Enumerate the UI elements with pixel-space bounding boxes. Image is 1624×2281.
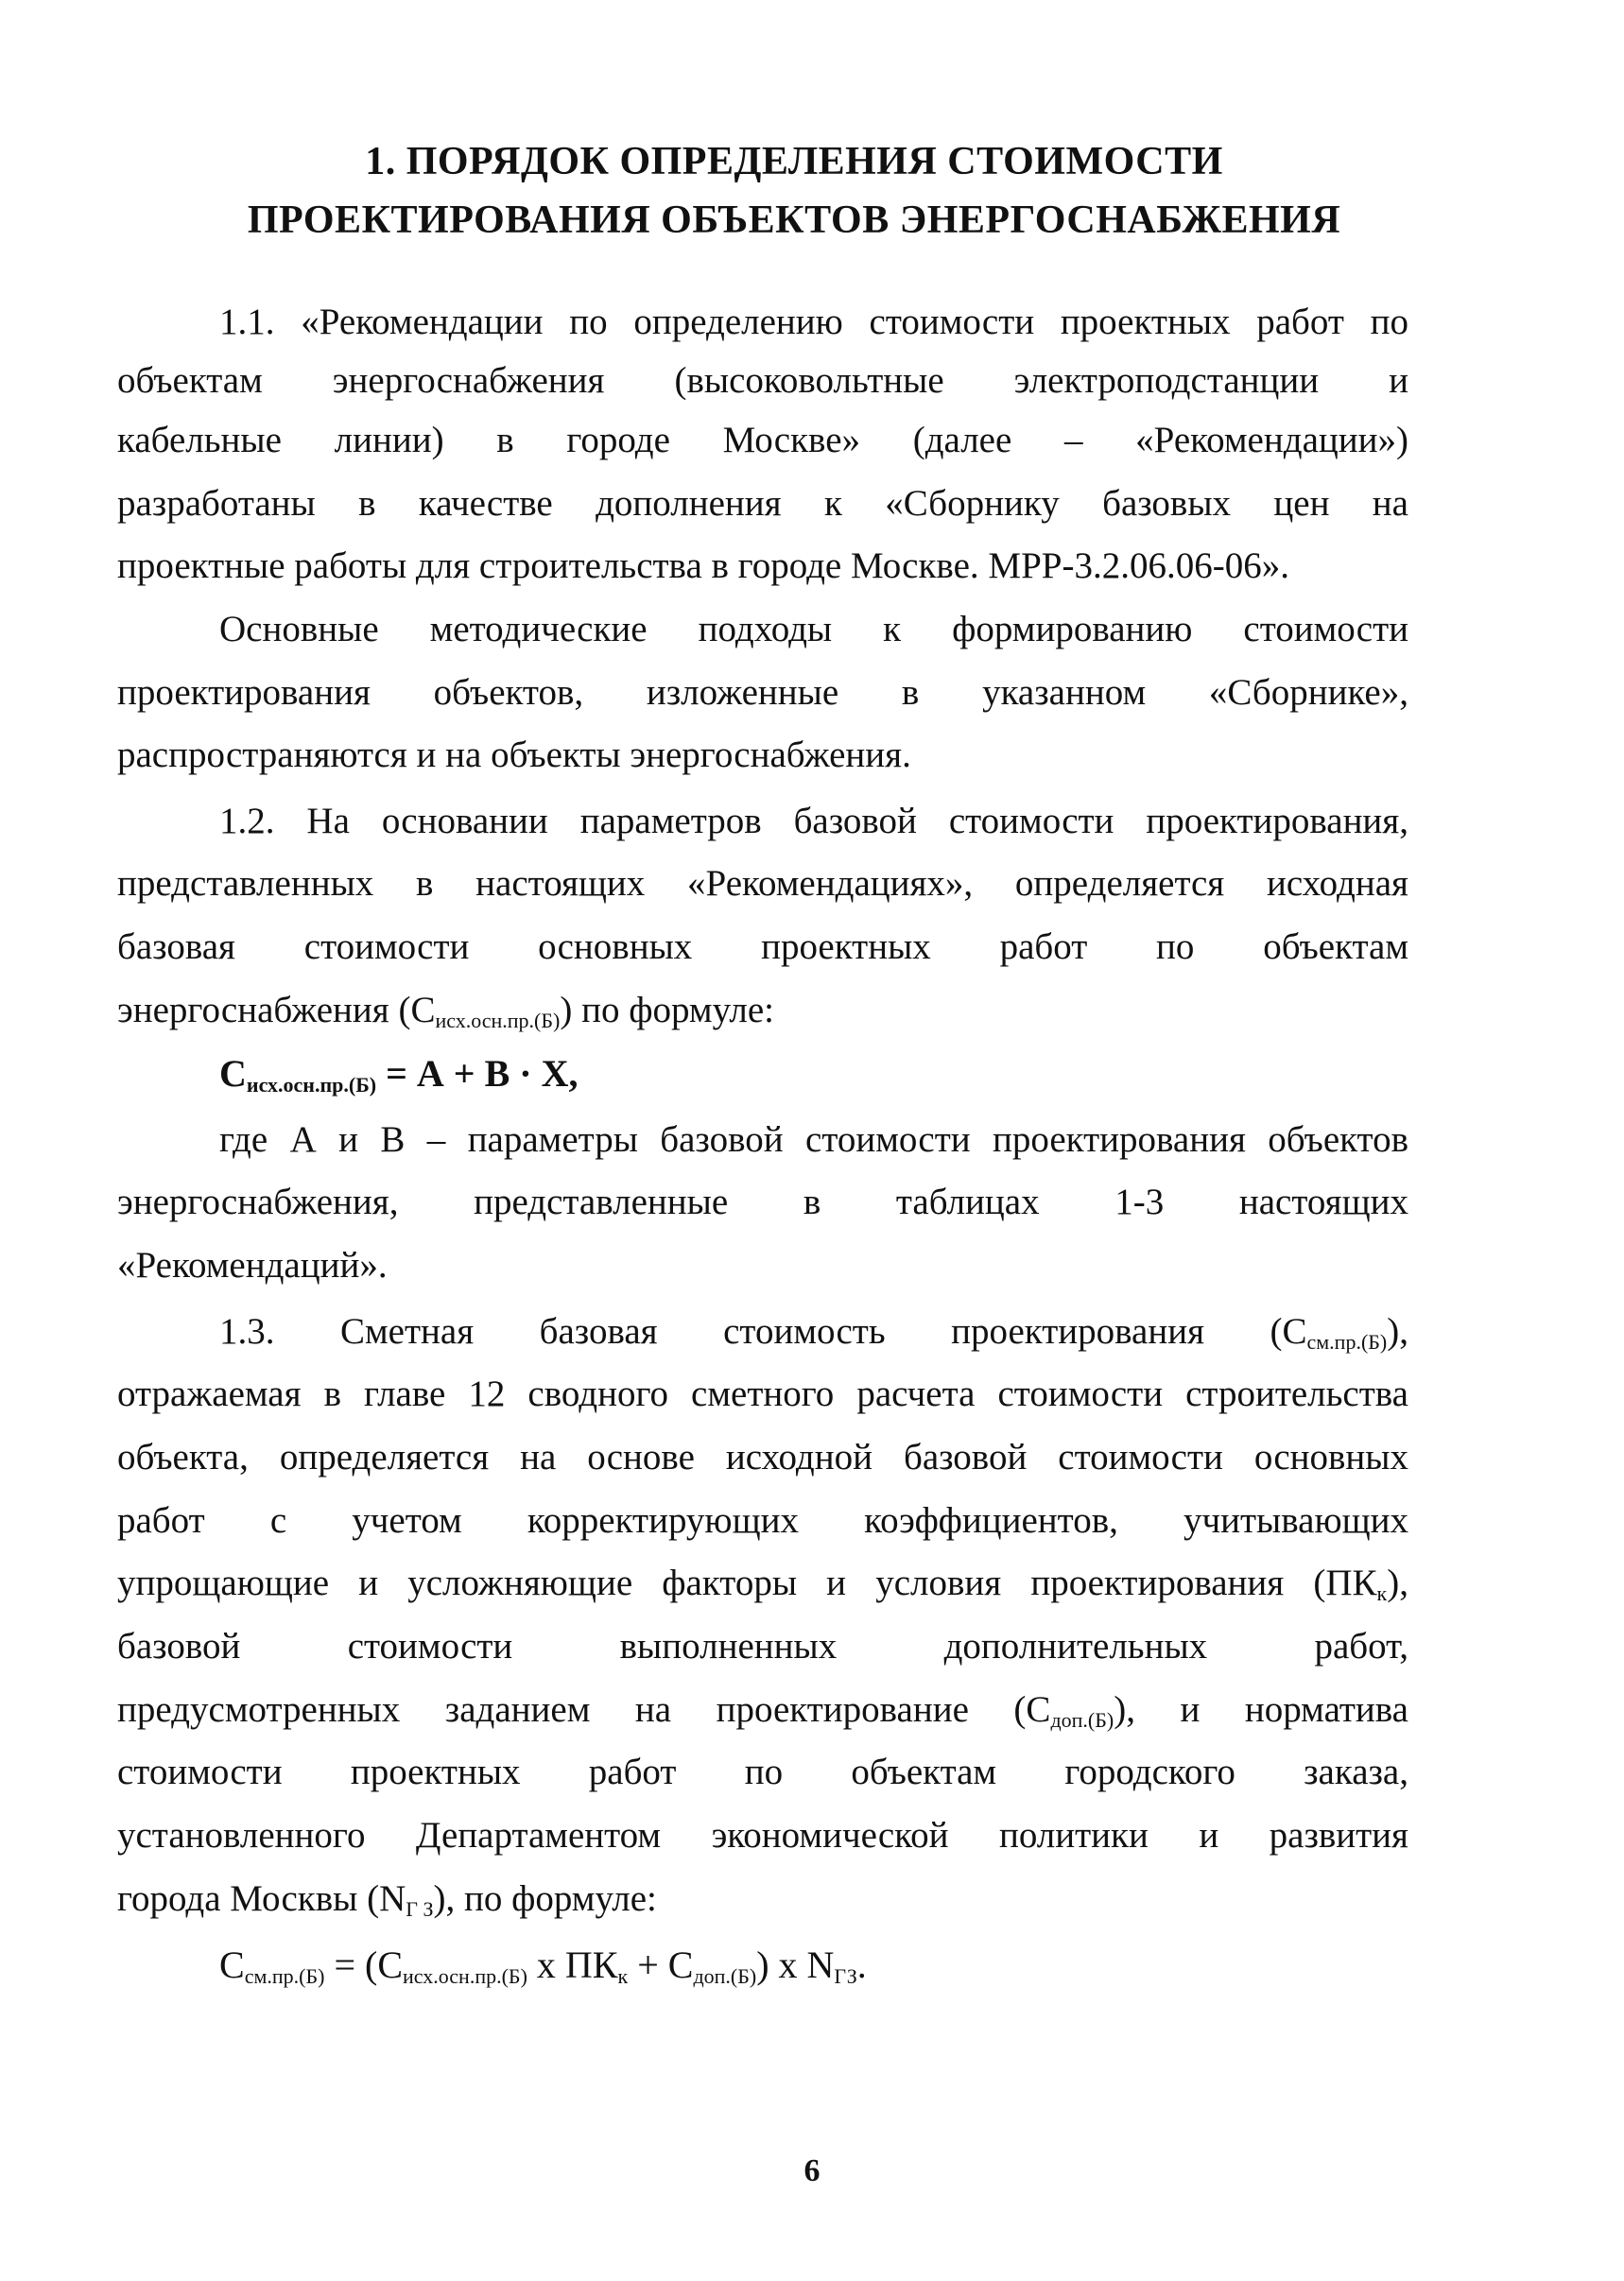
p5-line-3: объекта, определяется на основе исходной базовой стоимости основных xyxy=(117,1437,1408,1477)
page-number: 6 xyxy=(803,2153,821,2188)
p4-line-1: где А и В – параметры базовой стоимости проектирования объектов xyxy=(219,1119,1408,1160)
p4-line-2: энергоснабжения, представленные в таблицах 1-3 настоящих xyxy=(117,1182,1408,1222)
p2-line-2: проектирования объектов, изложенные в указанном «Сборнике», xyxy=(117,672,1408,713)
p5-line-6: базовой стоимости выполненных дополнительных работ, xyxy=(117,1626,1408,1667)
p5-line-5: упрощающие и усложняющие факторы и условия проектирования $(ПК_к)$, xyxy=(117,1563,1408,1605)
p3-line-2: представленных в настоящих «Рекомендациях», определяется исходная xyxy=(117,863,1408,904)
p3-line-3: базовая стоимости основных проектных работ по объектам xyxy=(117,926,1408,967)
heading-line-2: ПРОЕКТИРОВАНИЯ ОБЪЕКТОВ ЭНЕРГОСНАБЖЕНИЯ xyxy=(247,199,1341,242)
p1-line-1: 1.1. «Рекомендации по определению стоимости проектных работ по xyxy=(219,302,1408,342)
section-heading xyxy=(170,132,1418,250)
p5-line-1: 1.3. Сметная базовая стоимость проектирования $(С_{см.пр.(Б)})$, xyxy=(219,1311,1408,1354)
p1-line-2: объектам энергоснабжения (высоковольтные электроподстанции и xyxy=(117,360,1408,401)
p5-line-10: города Москвы $(N_{Г З})$, по формуле: xyxy=(117,1878,657,1921)
p5-line-4: работ с учетом корректирующих коэффициентов, учитывающих xyxy=(117,1500,1408,1541)
p1-line-3: кабельные линии) в городе Москве» (далее – «Рекомендации») xyxy=(117,420,1408,460)
p2-line-3: распространяются и на объекты энергоснабжения. xyxy=(117,734,911,775)
p2-line-1: Основные методические подходы к формированию стоимости xyxy=(219,609,1408,649)
heading-line-1: 1. ПОРЯДОК ОПРЕДЕЛЕНИЯ СТОИМОСТИ xyxy=(365,140,1223,183)
p5-line-7: предусмотренных заданием на проектирование $(С_{доп.(Б)})$, и норматива xyxy=(117,1689,1408,1732)
p4-line-3: «Рекомендаций». xyxy=(117,1245,388,1286)
formula-1: $С_{исх.осн.пр.(Б)} = А + В \cdot Х$, xyxy=(219,1052,579,1097)
p1-line-5: проектные работы для строительства в городе Москве. МРР-3.2.06.06-06». xyxy=(117,545,1289,586)
p5-line-8: стоимости проектных работ по объектам городского заказа, xyxy=(117,1752,1408,1792)
p3-line-4: энергоснабжения $(С_{исх.осн.пр.(Б)})$ по формуле: xyxy=(117,990,774,1032)
p1-line-4: разработаны в качестве дополнения к «Сборнику базовых цен на xyxy=(117,483,1408,524)
p3-line-1: 1.2. На основании параметров базовой стоимости проектирования, xyxy=(219,801,1408,841)
formula-2: $С_{см.пр.(Б)} = (С_{исх.осн.пр.(Б)}$ x $ПК_к + С_{доп.(Б)}$) x $N_{ГЗ}$. xyxy=(219,1944,867,1988)
p5-line-9: установленного Департаментом экономической политики и развития xyxy=(117,1815,1408,1856)
p5-line-2: отражаемая в главе 12 сводного сметного расчета стоимости строительства xyxy=(117,1374,1408,1414)
